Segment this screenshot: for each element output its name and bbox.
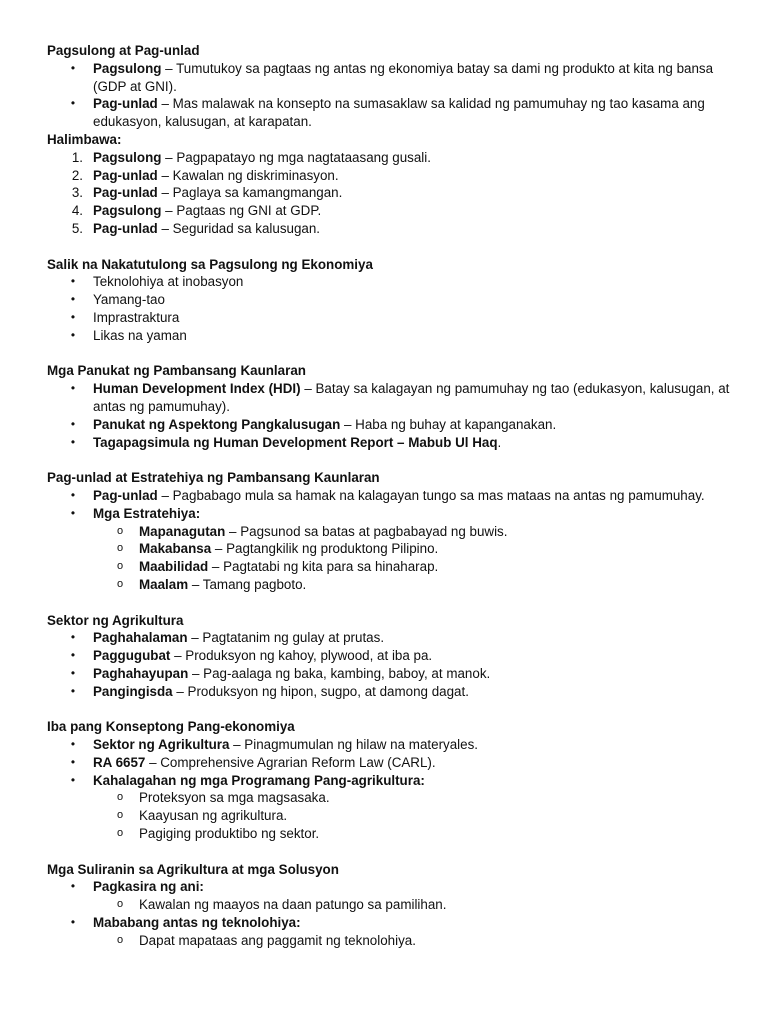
section-estratehiya <box>47 469 748 594</box>
bullet-marker: • <box>70 505 76 520</box>
bullet-list <box>47 878 748 949</box>
bullet-marker: • <box>70 327 76 342</box>
list-item <box>47 220 748 238</box>
item-term: Mababang antas ng teknolohiya: <box>93 915 301 931</box>
list-item <box>47 647 748 665</box>
item-number: 2. <box>71 167 83 183</box>
sub-list-item <box>47 523 748 541</box>
item-term: Pangingisda <box>93 683 173 699</box>
item-desc: – Seguridad sa kalusugan. <box>157 220 321 236</box>
section-iba-pang-konsepto <box>47 718 748 843</box>
item-term: Maabilidad <box>139 559 209 575</box>
item-term: Pagsulong <box>93 149 162 165</box>
item-term: RA 6657 <box>93 754 146 770</box>
bullet-marker: • <box>70 487 76 502</box>
item-term: Pagsulong <box>93 203 162 219</box>
bullet-marker: • <box>70 915 76 930</box>
bullet-list <box>47 736 748 843</box>
bullet-list <box>47 60 748 131</box>
list-item <box>47 487 748 505</box>
section-heading: Salik na Nakatutulong sa Pagsulong ng Ekonomiya <box>47 256 373 272</box>
item-text: Likas na yaman <box>93 327 187 343</box>
sub-list-item <box>47 825 748 843</box>
bullet-marker: • <box>70 292 76 307</box>
list-item <box>47 629 748 647</box>
bullet-marker: • <box>70 60 76 75</box>
list-item <box>47 878 748 896</box>
item-term: Mga Estratehiya: <box>93 505 201 521</box>
circle-marker: o <box>116 827 124 840</box>
list-item <box>47 60 748 96</box>
bullet-marker: • <box>70 434 76 449</box>
list-item <box>47 327 748 345</box>
circle-marker: o <box>116 933 124 946</box>
circle-marker: o <box>116 524 124 537</box>
circle-marker: o <box>116 809 124 822</box>
item-desc: – Haba ng buhay at kapanganakan. <box>340 416 557 432</box>
section-panukat <box>47 362 748 451</box>
item-term: Kahalagahan ng mga Programang Pang-agrikultura: <box>93 772 425 788</box>
item-number: 3. <box>71 185 83 201</box>
item-desc: . <box>497 434 502 450</box>
bullet-list <box>47 487 748 594</box>
item-number: 1. <box>71 149 83 165</box>
item-term: Sektor ng Agrikultura <box>93 737 230 753</box>
bullet-marker: • <box>70 737 76 752</box>
item-term: Pag-unlad <box>93 167 158 183</box>
item-desc: – Tamang pagboto. <box>188 576 307 592</box>
item-term: Paghahayupan <box>93 665 189 681</box>
item-desc: – Pagtangkilik ng produktong Pilipino. <box>211 541 439 557</box>
section-salik <box>47 256 748 345</box>
item-term: Pag-unlad <box>93 220 158 236</box>
item-text: Imprastraktura <box>93 309 180 325</box>
list-item <box>47 95 748 131</box>
list-item <box>47 914 748 932</box>
circle-marker: o <box>116 898 124 911</box>
item-term: Pagsulong <box>93 60 162 76</box>
item-desc: – Pag-aalaga ng baka, kambing, baboy, at manok. <box>188 665 491 681</box>
item-term: Human Development Index (HDI) <box>93 381 301 397</box>
bullet-marker: • <box>70 879 76 894</box>
item-term: Pagkasira ng ani: <box>93 879 204 895</box>
list-item <box>47 754 748 772</box>
item-term: Pag-unlad <box>93 185 158 201</box>
item-text: Teknolohiya at inobasyon <box>93 274 244 290</box>
item-text: Pagiging produktibo ng sektor. <box>139 826 320 842</box>
bullet-marker: • <box>70 683 76 698</box>
list-item <box>47 309 748 327</box>
section-heading: Mga Panukat ng Pambansang Kaunlaran <box>47 363 306 379</box>
item-desc: – Pagbabago mula sa hamak na kalagayan tungo sa mas mataas na antas ng pamumuhay. <box>157 487 705 503</box>
item-desc: – Tumutukoy sa pagtaas ng antas ng ekonomiya batay sa dami ng produkto at kita ng bansa (GDP at GNI). <box>93 60 714 94</box>
item-text: Proteksyon sa mga magsasaka. <box>139 790 330 806</box>
section-halimbawa <box>47 131 748 238</box>
list-item <box>47 683 748 701</box>
circle-marker: o <box>116 791 124 804</box>
bullet-marker: • <box>70 665 76 680</box>
list-item <box>47 184 748 202</box>
list-item <box>47 291 748 309</box>
bullet-marker: • <box>70 754 76 769</box>
section-heading: Sektor ng Agrikultura <box>47 612 184 628</box>
sub-list-item <box>47 807 748 825</box>
item-text: Yamang-tao <box>93 292 165 308</box>
item-desc: – Pagtaas ng GNI at GDP. <box>161 203 322 219</box>
item-desc: – Pagtatabi ng kita para sa hinaharap. <box>208 559 439 575</box>
section-suliranin <box>47 861 748 950</box>
numbered-list <box>47 149 748 238</box>
circle-marker: o <box>116 542 124 555</box>
item-desc: – Produksyon ng hipon, sugpo, at damong dagat. <box>172 683 469 699</box>
item-text: Kaayusan ng agrikultura. <box>139 808 288 824</box>
bullet-list <box>47 273 748 344</box>
bullet-marker: • <box>70 381 76 396</box>
section-sektor-agrikultura <box>47 612 748 701</box>
sub-list-item <box>47 789 748 807</box>
item-desc: – Pagpapatayo ng mga nagtataasang gusali. <box>161 149 431 165</box>
sub-list-item <box>47 896 748 914</box>
bullet-marker: • <box>70 648 76 663</box>
sub-list-item <box>47 932 748 950</box>
item-desc: – Produksyon ng kahoy, plywood, at iba pa. <box>170 648 433 664</box>
list-item <box>47 380 748 416</box>
bullet-marker: • <box>70 309 76 324</box>
list-item <box>47 202 748 220</box>
item-text: Kawalan ng maayos na daan patungo sa pamilihan. <box>139 897 447 913</box>
sub-list-item <box>47 576 748 594</box>
section-pagsulong-at-pag-unlad <box>47 42 748 131</box>
bullet-marker: • <box>70 772 76 787</box>
list-item <box>47 167 748 185</box>
item-term: Makabansa <box>139 541 212 557</box>
item-desc: – Batay sa kalagayan ng pamumuhay ng tao (edukasyon, kalusugan, at antas ng pamumuhay). <box>93 381 730 414</box>
list-item <box>47 434 748 452</box>
bullet-marker: • <box>70 630 76 645</box>
bullet-marker: • <box>70 96 76 111</box>
item-desc: – Kawalan ng diskriminasyon. <box>157 167 339 183</box>
item-term: Tagapagsimula ng Human Development Report – Mabub Ul Haq <box>93 434 498 450</box>
item-term: Paghahalaman <box>93 630 188 646</box>
item-term: Panukat ng Aspektong Pangkalusugan <box>93 416 341 432</box>
item-desc: – Pagtatanim ng gulay at prutas. <box>187 630 385 646</box>
item-term: Pag-unlad <box>93 96 158 112</box>
sub-list-item <box>47 558 748 576</box>
list-item <box>47 149 748 167</box>
item-desc: – Paglaya sa kamangmangan. <box>157 185 343 201</box>
bullet-marker: • <box>70 274 76 289</box>
list-item <box>47 665 748 683</box>
item-term: Paggugubat <box>93 648 171 664</box>
sub-list-item <box>47 540 748 558</box>
section-heading: Iba pang Konseptong Pang-ekonomiya <box>47 719 295 735</box>
item-number: 4. <box>71 203 83 219</box>
item-number: 5. <box>71 220 83 236</box>
item-term: Maalam <box>139 576 189 592</box>
item-desc: – Pagsunod sa batas at pagbabayad ng buwis. <box>225 523 508 539</box>
list-item <box>47 505 748 523</box>
section-heading: Halimbawa: <box>47 131 122 147</box>
item-term: Mapanagutan <box>139 523 226 539</box>
item-term: Pag-unlad <box>93 487 158 503</box>
section-heading: Pag-unlad at Estratehiya ng Pambansang Kaunlaran <box>47 470 380 486</box>
circle-marker: o <box>116 577 124 590</box>
section-heading: Mga Suliranin sa Agrikultura at mga Solusyon <box>47 861 339 877</box>
item-desc: – Pinagmumulan ng hilaw na materyales. <box>229 737 479 753</box>
item-desc: – Comprehensive Agrarian Reform Law (CARL). <box>145 754 436 770</box>
bullet-list <box>47 380 748 451</box>
list-item <box>47 736 748 754</box>
list-item <box>47 273 748 291</box>
bullet-list <box>47 629 748 700</box>
item-desc: – Mas malawak na konsepto na sumasaklaw sa kalidad ng pamumuhay ng tao kasama ang edukasyon, kalusugan, at karapatan. <box>93 96 705 130</box>
circle-marker: o <box>116 560 124 573</box>
section-heading: Pagsulong at Pag-unlad <box>47 43 200 58</box>
item-text: Dapat mapataas ang paggamit ng teknolohiya. <box>139 932 416 948</box>
list-item <box>47 416 748 434</box>
list-item <box>47 772 748 790</box>
bullet-marker: • <box>70 416 76 431</box>
